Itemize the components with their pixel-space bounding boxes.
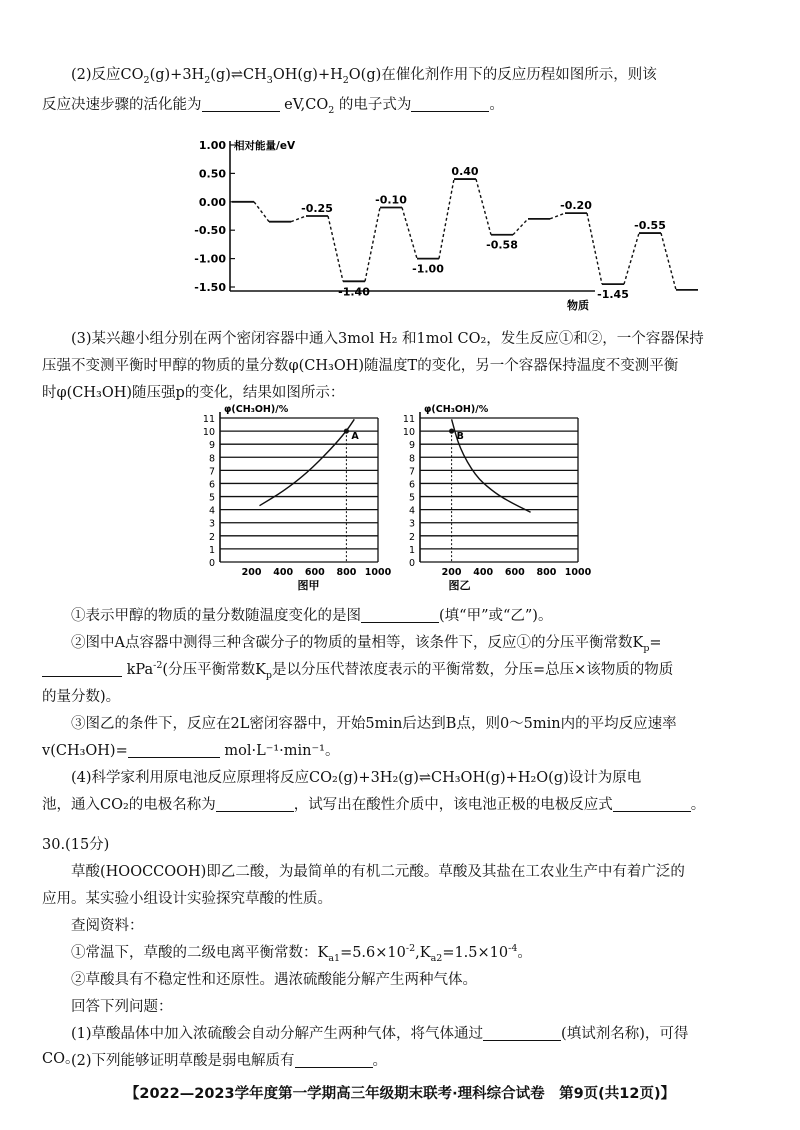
q29-q2-line1: ②图中A点容器中测得三种含碳分子的物质的量相等，该条件下，反应①的分压平衡常数$K_p=$ — [71, 635, 662, 654]
reagent-blank[interactable] — [483, 1024, 561, 1041]
y-tick-label: 2 — [208, 531, 215, 543]
y-tick-label: 9 — [408, 440, 415, 452]
marked-point — [449, 428, 454, 433]
data-curve — [260, 419, 355, 505]
x-tick-label: 1000 — [364, 567, 392, 578]
q29-q3-line1: ③图乙的条件下，反应在2L密闭容器中，开始5min后达到B点，则0～5min内的平均反应速率 — [71, 716, 677, 732]
energy-transition — [513, 219, 528, 235]
energy-value-label: 0.40 — [451, 165, 479, 179]
q29-part3-line3: 时φ(CH₃OH)随压强p的变化，结果如图所示： — [42, 385, 345, 401]
y-tick-label: 11 — [202, 414, 215, 425]
energy-transition — [550, 213, 565, 219]
q30-answer-prompt: 回答下列问题： — [71, 999, 173, 1015]
q29-part2-line1: (2)反应$CO_2(g)+3H_2(g)\rightleftharpoons CH_3OH(g)+H_2O(g)$在催化剂作用下的反应历程如图所示，则该 — [71, 67, 657, 86]
energy-value-label: -0.25 — [301, 202, 333, 215]
y-axis-label: φ(CH₃OH)/% — [424, 404, 489, 415]
page-footer: 【2022—2023学年度第一学期高三年级期末联考·理科综合试卷 第9页(共12页)】 — [124, 1086, 676, 1102]
q30-ref1: ①常温下，草酸的二级电离平衡常数：$K_{a1}=5.6\times 10^{-2},K_{a2}=1.5\times 10^{-4}$。 — [71, 943, 532, 964]
q29-part3-line1: (3)某兴趣小组分别在两个密闭容器中通入3mol H₂ 和1mol CO₂，发生反应①和②，一个容器保持 — [71, 331, 704, 347]
q30-intro1: 草酸(HOOCCOOH)即乙二酸，为最简单的有机二元酸。草酸及其盐在工农业生产中有着广泛的 — [71, 864, 685, 880]
q30-part1-line2: CO。 — [42, 1051, 80, 1067]
y-tick-label: 7 — [408, 466, 415, 478]
q30-part2 — [42, 1048, 762, 1074]
activation-energy-blank[interactable] — [202, 95, 280, 112]
y-tick-label: 0 — [408, 558, 415, 569]
y-tick-label: 5 — [408, 492, 415, 504]
energy-transition — [328, 216, 343, 281]
rate-blank[interactable] — [128, 741, 220, 758]
x-tick-label: 800 — [336, 567, 357, 578]
point-label: A — [351, 431, 359, 443]
energy-y-label: 相对能量/eV — [234, 140, 296, 152]
energy-y-tick-label: -1.00 — [194, 252, 226, 266]
x-tick-label: 200 — [241, 567, 262, 578]
energy-value-label: -1.45 — [597, 288, 629, 302]
x-tick-label: 400 — [273, 567, 294, 578]
q30-part1-line1: (1)草酸晶体中加入浓硫酸会自动分解产生两种气体，将气体通过 (填试剂名称)，可得 — [71, 1026, 689, 1042]
chart-jia — [198, 400, 398, 595]
q29-part4-line1: (4)科学家利用原电池反应原理将反应CO₂(g)+3H₂(g)⇌CH₃OH(g)+H₂O(g)设计为原电 — [71, 770, 642, 786]
electrode-reaction-blank[interactable] — [613, 795, 691, 812]
energy-transition — [365, 207, 380, 281]
energy-x-label: 物质 — [567, 299, 589, 312]
energy-value-label: -1.00 — [412, 262, 444, 276]
q29-part4-line2: 池，通入CO₂的电极名称为 ，试写出在酸性介质中，该电池正极的电极反应式 。 — [42, 797, 706, 813]
chart-caption: 图甲 — [297, 579, 320, 592]
x-tick-label: 400 — [473, 567, 494, 578]
x-tick-label: 200 — [441, 567, 462, 578]
y-tick-label: 1 — [408, 544, 415, 556]
q29-q1: ①表示甲醇的物质的量分数随温度变化的是图 (填“甲”或“乙”)。 — [71, 608, 553, 624]
y-tick-label: 0 — [208, 558, 215, 569]
q29-q3-line2: v(CH₃OH)= mol·L⁻¹·min⁻¹。 — [42, 743, 340, 759]
reaction-energy-diagram — [180, 135, 666, 315]
q30-part2-end: 。 — [372, 1053, 388, 1069]
q29-part2-line2: 反应决速步骤的活化能为 $eV,CO_2$ 的电子式为 。 — [42, 97, 504, 116]
y-tick-label: 9 — [208, 440, 215, 452]
energy-value-label: -1.40 — [338, 285, 370, 299]
q30-ref-title: 查阅资料： — [71, 918, 144, 934]
co2-electron-formula-blank[interactable] — [411, 95, 489, 112]
energy-value-label: -0.10 — [375, 193, 407, 207]
y-tick-label: 1 — [208, 544, 215, 556]
q29-part3-line2: 压强不变测平衡时甲醇的物质的量分数φ(CH₃OH)随温度T的变化，另一个容器保持温度不变测平衡 — [42, 358, 679, 374]
energy-transition — [439, 179, 454, 259]
energy-y-tick-label: 0.00 — [198, 195, 226, 209]
equilibrium-arrow: ⇌ — [230, 67, 244, 83]
energy-value-label: -0.55 — [634, 219, 666, 233]
y-tick-label: 4 — [408, 505, 415, 517]
energy-transition — [624, 233, 639, 284]
chart-yi — [398, 400, 598, 595]
y-tick-label: 8 — [408, 453, 415, 465]
x-tick-label: 1000 — [564, 567, 592, 578]
energy-y-tick-label: 0.50 — [198, 167, 226, 181]
energy-y-tick-label: 1.00 — [198, 139, 226, 152]
y-tick-label: 8 — [208, 453, 215, 465]
q30-ref2: ②草酸具有不稳定性和还原性。遇浓硫酸能分解产生两种气体。 — [71, 972, 477, 988]
energy-transition — [587, 213, 602, 284]
energy-transition — [291, 216, 306, 222]
y-axis-label: φ(CH₃OH)/% — [224, 404, 289, 415]
kp-blank[interactable] — [42, 660, 122, 677]
energy-value-label: -0.58 — [486, 238, 518, 252]
energy-transition — [402, 207, 417, 258]
q30-part2-prompt: (2)下列能够证明草酸是弱电解质有 — [71, 1053, 295, 1069]
q29-q2-line3: 的量分数)。 — [42, 689, 121, 705]
y-tick-label: 2 — [408, 531, 415, 543]
energy-y-tick-label: -0.50 — [194, 224, 226, 238]
y-tick-label: 3 — [208, 518, 215, 530]
x-tick-label: 600 — [504, 567, 525, 578]
y-tick-label: 10 — [202, 427, 215, 439]
x-tick-label: 600 — [304, 567, 325, 578]
chart-choice-blank[interactable] — [361, 606, 439, 623]
chart-caption: 图乙 — [448, 579, 471, 592]
y-tick-label: 5 — [208, 492, 215, 504]
x-tick-label: 800 — [536, 567, 557, 578]
energy-transition — [476, 179, 491, 235]
y-tick-label: 3 — [408, 518, 415, 530]
energy-transition — [661, 233, 676, 290]
electrode-name-blank[interactable] — [216, 795, 294, 812]
y-tick-label: 6 — [408, 479, 415, 491]
point-label: B — [456, 431, 464, 443]
y-tick-label: 11 — [402, 414, 415, 425]
y-tick-label: 10 — [402, 427, 415, 439]
q30-intro2: 应用。某实验小组设计实验探究草酸的性质。 — [42, 891, 332, 907]
energy-y-tick-label: -1.50 — [194, 281, 226, 294]
y-tick-label: 6 — [208, 479, 215, 491]
energy-value-label: -0.20 — [560, 199, 592, 213]
energy-transition — [254, 202, 269, 222]
marked-point — [344, 428, 349, 433]
weak-electrolyte-blank[interactable] — [295, 1051, 373, 1068]
y-tick-label: 4 — [208, 505, 215, 517]
q29-q2-line2: kPa$^{-2}$(分压平衡常数$K_p$是以分压代替浓度表示的平衡常数，分压=总压×该物质的物质 — [42, 657, 762, 683]
q30-header: 30.(15分) — [42, 837, 110, 853]
y-tick-label: 7 — [208, 466, 215, 478]
